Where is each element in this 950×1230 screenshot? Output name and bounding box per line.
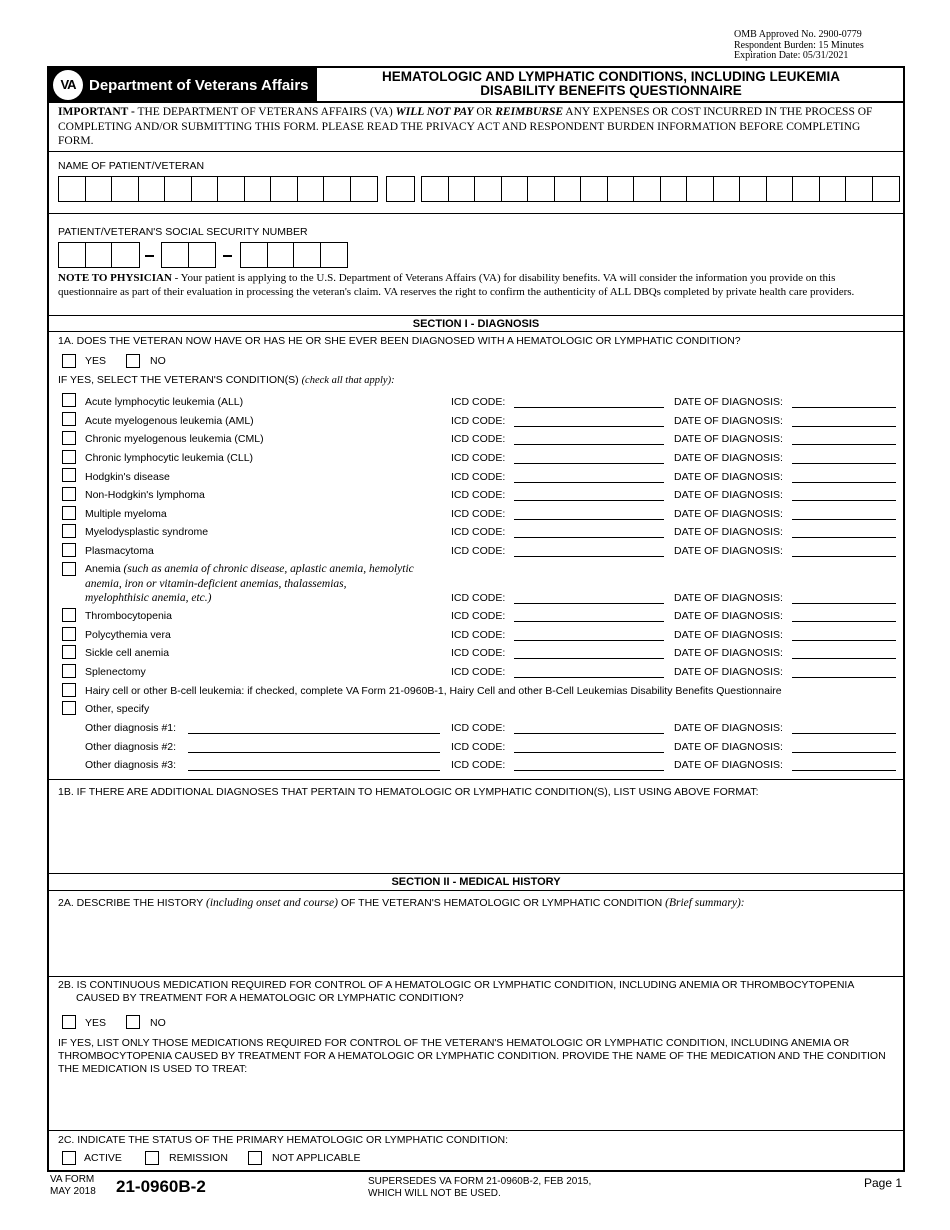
icd-code-label: ICD CODE:	[451, 647, 506, 659]
date-of-diagnosis-field[interactable]	[792, 556, 896, 557]
condition-label: Multiple myeloma	[85, 508, 167, 520]
if-yes-instruction: IF YES, SELECT THE VETERAN'S CONDITION(S) (check all that apply):	[58, 374, 395, 386]
date-of-diagnosis-label: DATE OF DIAGNOSIS:	[674, 610, 783, 622]
anemia-date-of-diagnosis-field[interactable]	[792, 603, 896, 604]
ssn-dash	[223, 255, 232, 257]
q1a-yes-label: YES	[85, 355, 107, 367]
icd-code-field[interactable]	[514, 500, 664, 501]
date-of-diagnosis-label: DATE OF DIAGNOSIS:	[674, 526, 783, 538]
anemia-icd-code-field[interactable]	[514, 603, 664, 604]
condition-label: Thrombocytopenia	[85, 610, 172, 622]
condition-checkbox[interactable]	[62, 627, 76, 641]
icd-code-label: ICD CODE:	[451, 629, 506, 641]
condition-label: Non-Hodgkin's lymphoma	[85, 489, 205, 501]
omb-info	[734, 30, 864, 62]
condition-checkbox[interactable]	[62, 393, 76, 407]
form-title-line2: DISABILITY BENEFITS QUESTIONNAIRE	[480, 83, 742, 98]
status-remission-checkbox[interactable]	[145, 1151, 159, 1165]
condition-checkbox[interactable]	[62, 468, 76, 482]
important-notice: IMPORTANT - THE DEPARTMENT OF VETERANS AFFAIRS (VA) WILL NOT PAY OR REIMBURSE ANY EXPENSES OR COST INCURRED IN THE PROCESS OF COMPLETING AND/OR SUBMITTING THIS FORM. PLEASE READ THE PRIVACY ACT AND RESPONDENT BURDEN INFORMATION BEFORE COMPLETING FORM.	[58, 106, 873, 147]
condition-label: Hodgkin's disease	[85, 471, 170, 483]
va-seal-icon: VA	[53, 70, 83, 100]
form-frame	[47, 66, 905, 1172]
date-of-diagnosis-label: DATE OF DIAGNOSIS:	[674, 545, 783, 557]
q2b-no-checkbox[interactable]	[126, 1015, 140, 1029]
question-2c: 2C. INDICATE THE STATUS OF THE PRIMARY HEMATOLOGIC OR LYMPHATIC CONDITION:	[58, 1134, 508, 1146]
status-active-checkbox[interactable]	[62, 1151, 76, 1165]
date-of-diagnosis-field[interactable]	[792, 537, 896, 538]
q1a-no-checkbox[interactable]	[126, 354, 140, 368]
date-of-diagnosis-field[interactable]	[792, 444, 896, 445]
other-diagnosis-field[interactable]	[188, 752, 440, 753]
ssn-part2-boxes[interactable]	[161, 242, 216, 268]
condition-label: Acute lymphocytic leukemia (ALL)	[85, 396, 244, 408]
form-title-line1: HEMATOLOGIC AND LYMPHATIC CONDITIONS, INCLUDING LEUKEMIA	[382, 69, 840, 84]
condition-label: Myelodysplastic syndrome	[85, 526, 209, 538]
date-of-diagnosis-label: DATE OF DIAGNOSIS:	[674, 666, 783, 678]
section-1-title: SECTION I - DIAGNOSIS	[412, 318, 540, 330]
icd-code-label: ICD CODE:	[451, 471, 506, 483]
date-of-diagnosis-field[interactable]	[792, 519, 896, 520]
note-to-physician: NOTE TO PHYSICIAN - Your patient is applying to the U.S. Department of Veterans Affairs (VA) for disability benefits. VA will consider the information you provide on this questionnaire as part of their evaluation in processing the veteran's claim. VA reserves the right to confirm the authenticity of ALL DBQs completed by private health care providers.	[58, 272, 855, 298]
date-of-diagnosis-label: DATE OF DIAGNOSIS:	[674, 592, 783, 604]
date-of-diagnosis-label: DATE OF DIAGNOSIS:	[674, 508, 783, 520]
q1b-response-area[interactable]	[58, 802, 896, 870]
icd-code-label: ICD CODE:	[451, 545, 506, 557]
omb-expiration: Expiration Date: 05/31/2021	[734, 50, 849, 61]
icd-code-label: ICD CODE:	[451, 592, 506, 604]
date-of-diagnosis-field[interactable]	[792, 500, 896, 501]
patient-name-label: NAME OF PATIENT/VETERAN	[58, 160, 205, 172]
status-not-applicable-label: NOT APPLICABLE	[272, 1152, 361, 1164]
footer-date: MAY 2018	[50, 1186, 96, 1197]
last-name-boxes[interactable]	[421, 176, 900, 202]
q1a-no-label: NO	[150, 355, 166, 367]
department-name: Department of Veterans Affairs	[89, 77, 309, 94]
important-label: IMPORTANT -	[58, 106, 135, 118]
other-diagnosis-label: Other diagnosis #3:	[85, 759, 177, 771]
date-of-diagnosis-field[interactable]	[792, 640, 896, 641]
icd-code-label: ICD CODE:	[451, 489, 506, 501]
middle-initial-box[interactable]	[386, 176, 415, 202]
q2b-no-label: NO	[150, 1017, 166, 1029]
divider	[49, 315, 903, 316]
question-2b: 2B. IS CONTINUOUS MEDICATION REQUIRED FOR CONTROL OF A HEMATOLOGIC OR LYMPHATIC CONDITION, INCLUDING ANEMIA OR THROMBOCYTOPENIA CAUSED BY TREATMENT FOR A HEMATOLOGIC OR LYMPHATIC CONDITION?	[58, 979, 855, 1004]
divider	[49, 151, 903, 152]
first-name-boxes[interactable]	[58, 176, 378, 202]
date-of-diagnosis-label: DATE OF DIAGNOSIS:	[674, 647, 783, 659]
icd-code-field[interactable]	[514, 482, 664, 483]
condition-checkbox[interactable]	[62, 608, 76, 622]
condition-checkbox[interactable]	[62, 450, 76, 464]
status-not-applicable-checkbox[interactable]	[248, 1151, 262, 1165]
ssn-label: PATIENT/VETERAN'S SOCIAL SECURITY NUMBER	[58, 226, 308, 238]
date-of-diagnosis-label: DATE OF DIAGNOSIS:	[674, 471, 783, 483]
date-of-diagnosis-field[interactable]	[792, 407, 896, 408]
icd-code-label: ICD CODE:	[451, 452, 506, 464]
icd-code-label: ICD CODE:	[451, 415, 506, 427]
omb-approval: OMB Approved No. 2900-0779	[734, 29, 862, 40]
divider	[49, 331, 903, 332]
other-specify-checkbox[interactable]	[62, 701, 76, 715]
anemia-checkbox[interactable]	[62, 562, 76, 576]
footer-supersedes: SUPERSEDES VA FORM 21-0960B-2, FEB 2015, WHICH WILL NOT BE USED.	[368, 1176, 592, 1199]
icd-code-label: ICD CODE:	[451, 610, 506, 622]
condition-label: Sickle cell anemia	[85, 647, 170, 659]
date-of-diagnosis-label: DATE OF DIAGNOSIS:	[674, 759, 783, 771]
condition-label: Chronic myelogenous leukemia (CML)	[85, 433, 264, 445]
condition-label: Acute myelogenous leukemia (AML)	[85, 415, 254, 427]
date-of-diagnosis-label: DATE OF DIAGNOSIS:	[674, 396, 783, 408]
question-1b: 1B. IF THERE ARE ADDITIONAL DIAGNOSES THAT PERTAIN TO HEMATOLOGIC OR LYMPHATIC CONDITION(S), LIST USING ABOVE FORMAT:	[58, 786, 759, 798]
condition-label: Splenectomy	[85, 666, 146, 678]
condition-label: Plasmacytoma	[85, 545, 154, 557]
icd-code-field[interactable]	[514, 444, 664, 445]
anemia-label: Anemia (such as anemia of chronic disease, aplastic anemia, hemolytic anemia, iron or vitamin-deficient anemias, thalassemias, myelophthisic anemia, etc.)	[85, 563, 414, 604]
divider	[49, 101, 903, 103]
condition-checkbox[interactable]	[62, 664, 76, 678]
condition-checkbox[interactable]	[62, 487, 76, 501]
question-2a: 2A. DESCRIBE THE HISTORY (including onset and course) OF THE VETERAN'S HEMATOLOGIC OR LYMPHATIC CONDITION (Brief summary):	[58, 897, 745, 909]
reimburse: REIMBURSE	[495, 106, 564, 118]
date-of-diagnosis-label: DATE OF DIAGNOSIS:	[674, 489, 783, 501]
icd-code-field[interactable]	[514, 677, 664, 678]
icd-code-label: ICD CODE:	[451, 526, 506, 538]
form-title	[319, 70, 903, 98]
condition-checkbox[interactable]	[62, 431, 76, 445]
icd-code-field[interactable]	[514, 733, 664, 734]
condition-label: Polycythemia vera	[85, 629, 171, 641]
section-2-title: SECTION II - MEDICAL HISTORY	[391, 876, 561, 888]
date-of-diagnosis-field[interactable]	[792, 733, 896, 734]
icd-code-field[interactable]	[514, 658, 664, 659]
date-of-diagnosis-field[interactable]	[792, 770, 896, 771]
other-diagnosis-label: Other diagnosis #2:	[85, 741, 177, 753]
will-not-pay: WILL NOT PAY	[395, 106, 474, 118]
condition-checkbox[interactable]	[62, 524, 76, 538]
condition-label: Chronic lymphocytic leukemia (CLL)	[85, 452, 254, 464]
note-label: NOTE TO PHYSICIAN	[58, 272, 172, 284]
date-of-diagnosis-field[interactable]	[792, 482, 896, 483]
icd-code-label: ICD CODE:	[451, 396, 506, 408]
date-of-diagnosis-label: DATE OF DIAGNOSIS:	[674, 629, 783, 641]
ssn-part1-boxes[interactable]	[58, 242, 140, 268]
icd-code-label: ICD CODE:	[451, 666, 506, 678]
q2b-if-yes-instruction: IF YES, LIST ONLY THOSE MEDICATIONS REQUIRED FOR CONTROL OF THE VETERAN'S HEMATOLOGIC OR LYMPHATIC CONDITION, INCLUDING ANEMIA OR THROMBOCYTOPENIA CAUSED BY TREATMENT FOR A HEMATOLOGIC OR LYMPHATIC CONDITION. PROVIDE THE NAME OF THE MEDICATION AND THE CONDITION THE MEDICATION IS USED TO TREAT:	[58, 1037, 886, 1075]
divider	[49, 890, 903, 891]
other-diagnosis-field[interactable]	[188, 733, 440, 734]
condition-checkbox[interactable]	[62, 645, 76, 659]
q1a-yes-checkbox[interactable]	[62, 354, 76, 368]
date-of-diagnosis-field[interactable]	[792, 752, 896, 753]
date-of-diagnosis-label: DATE OF DIAGNOSIS:	[674, 433, 783, 445]
divider	[49, 779, 903, 780]
divider	[49, 873, 903, 874]
footer-form-info	[50, 1174, 96, 1198]
icd-code-field[interactable]	[514, 519, 664, 520]
other-diagnosis-field[interactable]	[188, 770, 440, 771]
date-of-diagnosis-field[interactable]	[792, 621, 896, 622]
date-of-diagnosis-field[interactable]	[792, 658, 896, 659]
omb-burden: Respondent Burden: 15 Minutes	[734, 39, 864, 51]
icd-code-field[interactable]	[514, 770, 664, 771]
date-of-diagnosis-label: DATE OF DIAGNOSIS:	[674, 722, 783, 734]
icd-code-field[interactable]	[514, 463, 664, 464]
footer-va-form: VA FORM	[50, 1174, 95, 1185]
hairy-cell-checkbox[interactable]	[62, 683, 76, 697]
icd-code-label: ICD CODE:	[451, 433, 506, 445]
divider	[49, 1130, 903, 1131]
date-of-diagnosis-label: DATE OF DIAGNOSIS:	[674, 415, 783, 427]
condition-checkbox[interactable]	[62, 412, 76, 426]
q2b-yes-label: YES	[85, 1017, 107, 1029]
other-specify-label: Other, specify	[85, 703, 150, 715]
q2b-yes-checkbox[interactable]	[62, 1015, 76, 1029]
footer-page-number: Page 1	[864, 1176, 903, 1190]
divider	[49, 213, 903, 214]
icd-code-label: ICD CODE:	[451, 759, 506, 771]
divider	[49, 976, 903, 977]
condition-checkbox[interactable]	[62, 506, 76, 520]
hairy-cell-label: Hairy cell or other B-cell leukemia: if checked, complete VA Form 21-0960B-1, Hairy Cell and other B-Cell Leukemias Disability Benefits Questionnaire	[85, 685, 782, 697]
va-logo-banner	[49, 68, 317, 103]
q2a-response-area[interactable]	[58, 913, 896, 971]
icd-code-field[interactable]	[514, 640, 664, 641]
date-of-diagnosis-field[interactable]	[792, 426, 896, 427]
date-of-diagnosis-label: DATE OF DIAGNOSIS:	[674, 741, 783, 753]
question-1a: 1A. DOES THE VETERAN NOW HAVE OR HAS HE OR SHE EVER BEEN DIAGNOSED WITH A HEMATOLOGIC OR LYMPHATIC CONDITION?	[58, 335, 741, 347]
date-of-diagnosis-field[interactable]	[792, 677, 896, 678]
condition-checkbox[interactable]	[62, 543, 76, 557]
icd-code-field[interactable]	[514, 426, 664, 427]
q2b-response-area[interactable]	[58, 1078, 896, 1128]
ssn-dash	[145, 255, 154, 257]
date-of-diagnosis-field[interactable]	[792, 463, 896, 464]
icd-code-field[interactable]	[514, 621, 664, 622]
icd-code-label: ICD CODE:	[451, 508, 506, 520]
icd-code-field[interactable]	[514, 752, 664, 753]
icd-code-label: ICD CODE:	[451, 741, 506, 753]
status-active-label: ACTIVE	[84, 1152, 122, 1164]
other-diagnosis-label: Other diagnosis #1:	[85, 722, 177, 734]
icd-code-field[interactable]	[514, 556, 664, 557]
icd-code-label: ICD CODE:	[451, 722, 506, 734]
icd-code-field[interactable]	[514, 537, 664, 538]
icd-code-field[interactable]	[514, 407, 664, 408]
footer-form-number: 21-0960B-2	[116, 1177, 206, 1196]
status-remission-label: REMISSION	[169, 1152, 228, 1164]
date-of-diagnosis-label: DATE OF DIAGNOSIS:	[674, 452, 783, 464]
ssn-part3-boxes[interactable]	[240, 242, 348, 268]
